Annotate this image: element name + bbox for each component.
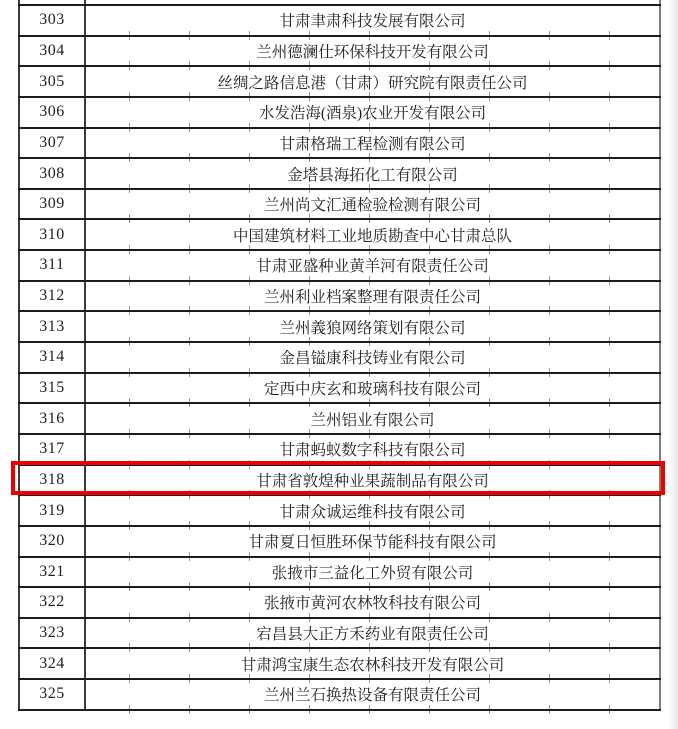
row-number-cell[interactable]: 309 <box>18 190 86 219</box>
company-name-cell[interactable]: 金昌镒康科技铸业有限公司 <box>86 343 661 372</box>
company-name-cell[interactable]: 甘肃亚盛种业黄羊河有限责任公司 <box>86 251 661 280</box>
company-name-cell[interactable]: 中国建筑材料工业地质勘查中心甘肃总队 <box>86 220 661 249</box>
company-name-cell[interactable]: 甘肃蚂蚁数字科技有限公司 <box>86 435 661 464</box>
row-number-cell[interactable]: 303 <box>18 6 86 35</box>
row-number-cell[interactable]: 314 <box>18 343 86 372</box>
table-row[interactable] <box>18 404 661 435</box>
row-number-cell[interactable]: 324 <box>18 649 86 678</box>
company-name-cell[interactable]: 甘肃夏日恒胜环保节能科技有限公司 <box>86 527 661 556</box>
company-name-cell[interactable]: 丝绸之路信息港（甘肃）研究院有限责任公司 <box>86 67 661 96</box>
company-name-cell[interactable]: 宕昌县大正方禾药业有限责任公司 <box>86 619 661 648</box>
table-row[interactable] <box>18 282 661 313</box>
table-row[interactable] <box>18 67 661 98</box>
partial-number-cell <box>18 0 86 4</box>
company-name-cell[interactable]: 金塔县海拓化工有限公司 <box>86 159 661 188</box>
company-name-cell[interactable]: 水发浩海(酒泉)农业开发有限公司 <box>86 98 661 127</box>
table-row[interactable] <box>18 312 661 343</box>
table-row[interactable] <box>18 6 661 37</box>
table-row[interactable] <box>18 220 661 251</box>
table-row[interactable] <box>18 435 661 466</box>
table-row[interactable] <box>18 190 661 221</box>
row-number-cell[interactable]: 305 <box>18 67 86 96</box>
row-number-cell[interactable]: 322 <box>18 588 86 617</box>
table-row[interactable] <box>18 98 661 129</box>
company-table-rows <box>18 6 661 711</box>
table-row[interactable] <box>18 558 661 589</box>
row-number-cell[interactable]: 325 <box>18 680 86 709</box>
row-number-cell[interactable]: 311 <box>18 251 86 280</box>
row-number-cell[interactable]: 306 <box>18 98 86 127</box>
table-row[interactable] <box>18 251 661 282</box>
row-number-cell[interactable]: 310 <box>18 220 86 249</box>
company-name-cell[interactable]: 兰州利业档案整理有限责任公司 <box>86 282 661 311</box>
company-name-cell[interactable]: 定西中庆玄和玻璃科技有限公司 <box>86 374 661 403</box>
row-number-cell[interactable]: 317 <box>18 435 86 464</box>
company-name-cell[interactable]: 兰州義狼网络策划有限公司 <box>86 312 661 341</box>
row-number-cell[interactable]: 307 <box>18 129 86 158</box>
table-row[interactable] <box>18 159 661 190</box>
table-row[interactable] <box>18 496 661 527</box>
company-name-cell[interactable]: 张掖市黄河农林牧科技有限公司 <box>86 588 661 617</box>
company-name-cell[interactable]: 兰州兰石换热设备有限责任公司 <box>86 680 661 709</box>
company-name-cell[interactable]: 甘肃格瑞工程检测有限公司 <box>86 129 661 158</box>
table-row[interactable] <box>18 588 661 619</box>
table-row[interactable] <box>18 619 661 650</box>
company-name-cell[interactable]: 张掖市三益化工外贸有限公司 <box>86 558 661 587</box>
page-edge-shadow <box>668 0 678 729</box>
row-number-cell[interactable]: 315 <box>18 374 86 403</box>
company-table <box>18 0 661 711</box>
row-number-cell[interactable]: 319 <box>18 496 86 525</box>
table-row[interactable] <box>18 680 661 711</box>
company-name-cell[interactable]: 甘肃聿肃科技发展有限公司 <box>86 6 661 35</box>
row-number-cell[interactable]: 320 <box>18 527 86 556</box>
row-number-cell[interactable]: 316 <box>18 404 86 433</box>
company-name-cell[interactable]: 兰州德澜仕环保科技开发有限公司 <box>86 37 661 66</box>
row-number-cell[interactable]: 313 <box>18 312 86 341</box>
table-row[interactable] <box>18 343 661 374</box>
company-name-cell[interactable]: 甘肃鸿宝康生态农林科技开发有限公司 <box>86 649 661 678</box>
table-row[interactable] <box>18 129 661 160</box>
row-number-cell[interactable]: 308 <box>18 159 86 188</box>
company-name-cell[interactable]: 甘肃省敦煌种业果蔬制品有限公司 <box>86 466 661 495</box>
table-row[interactable] <box>18 37 661 68</box>
row-number-cell[interactable]: 312 <box>18 282 86 311</box>
table-row[interactable] <box>18 374 661 405</box>
company-name-cell[interactable]: 兰州铝业有限公司 <box>86 404 661 433</box>
company-name-cell[interactable]: 兰州尚文汇通检验检测有限公司 <box>86 190 661 219</box>
row-number-cell[interactable]: 321 <box>18 558 86 587</box>
table-row[interactable] <box>18 527 661 558</box>
row-number-cell[interactable]: 318 <box>18 466 86 495</box>
table-row[interactable] <box>18 649 661 680</box>
table-row[interactable] <box>18 466 661 497</box>
row-number-cell[interactable]: 323 <box>18 619 86 648</box>
partial-name-cell <box>86 0 661 4</box>
row-number-cell[interactable]: 304 <box>18 37 86 66</box>
company-name-cell[interactable]: 甘肃众诚运维科技有限公司 <box>86 496 661 525</box>
